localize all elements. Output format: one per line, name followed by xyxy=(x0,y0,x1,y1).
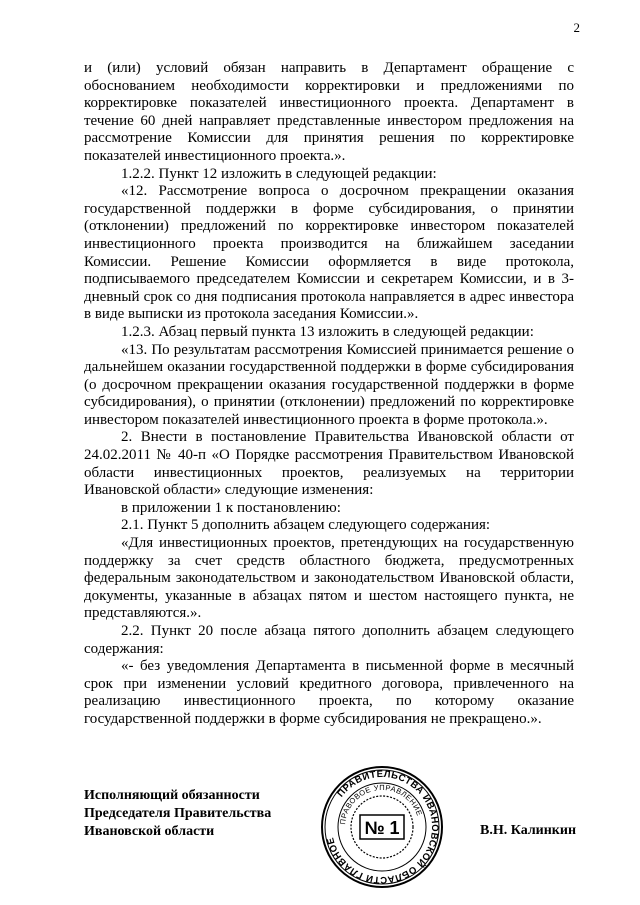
paragraph-6: 2. Внести в постановление Правительства Ивановской области от 24.02.2011 № 40-п «О Порядке рассмотрения Правительством Ивановской области инвестиционных проектов, реализуемых на территории Ивановской области» следующие изменения: xyxy=(84,429,574,499)
official-seal-stamp xyxy=(320,765,444,889)
paragraph-3: «12. Рассмотрение вопроса о досрочном прекращении оказания государственной поддержки в форме субсидирования, о принятии (отклонении) предложений по корректировке инвестором показателей инвестиционного проекта производится на ближайшем заседании Комиссии. Решение Комиссии оформляется в виде протокола, подписываемого председателем Комиссии и секретарем Комиссии, и в 3-дневный срок со дня подписания протокола направляется в адрес инвестора в виде выписки из протокола заседания Комиссии.». xyxy=(84,183,574,323)
paragraph-7: в приложении 1 к постановлению: xyxy=(121,499,341,516)
seal-ring-text: ПРАВИТЕЛЬСТВА ИВАНОВСКОЙ ОБЛАСТИ ГЛАВНОЕ xyxy=(325,768,441,886)
signatory-title-line: Председателя Правительства xyxy=(84,806,272,821)
seal-inner-text: ПРАВОВОЕ УПРАВЛЕНИЕ xyxy=(338,782,425,825)
paragraph-4: 1.2.3. Абзац первый пункта 13 изложить в следующей редакции: xyxy=(121,323,534,340)
page-number: 2 xyxy=(573,20,580,35)
signatory-title xyxy=(84,787,334,841)
signer-name: В.Н. Калинкин xyxy=(480,823,577,838)
paragraph-1: и (или) условий обязан направить в Департамент обращение с обоснованием необходимости корректировки и предложениями по корректировке показателей инвестиционного проекта. Департамент в течение 60 дней направляет представленные инвестором предложения на рассмотрение Комиссии для принятия решения по корректировке показателей инвестиционного проекта.». xyxy=(84,60,574,164)
paragraph-10: 2.2. Пункт 20 после абзаца пятого дополнить абзацем следующего содержания: xyxy=(84,623,574,657)
paragraph-9: «Для инвестиционных проектов, претендующих на государственную поддержку за счет средств областного бюджета, предусмотренных федеральным законодательством и законодательством Ивановской области, документы, указанные в абзацах пятом и шестом настоящего пункта, не представляются.». xyxy=(84,535,574,622)
paragraph-2: 1.2.2. Пункт 12 изложить в следующей редакции: xyxy=(121,165,437,182)
paragraph-8: 2.1. Пункт 5 дополнить абзацем следующего содержания: xyxy=(121,517,491,534)
paragraph-11: «- без уведомления Департамента в письменной форме в месячный срок при изменении условий кредитного договора, привлеченного на реализацию инвестиционного проекта, по которому оказание государственной поддержки в форме субсидирования не прекращено.». xyxy=(84,658,574,727)
seal-number: № 1 xyxy=(364,818,400,838)
signatory-title-line: Исполняющий обязанности xyxy=(84,788,260,803)
paragraph-5: «13. По результатам рассмотрения Комиссией принимается решение о дальнейшем оказании государственной поддержки в форме субсидирования (о досрочном прекращении оказания государственной поддержки в форме субсидирования), о принятии (отклонении) предложений по корректировке инвестором показателей инвестиционного проекта в форме протокола.». xyxy=(84,341,574,428)
document-body xyxy=(84,60,574,729)
signatory-title-line: Ивановской области xyxy=(84,824,215,839)
